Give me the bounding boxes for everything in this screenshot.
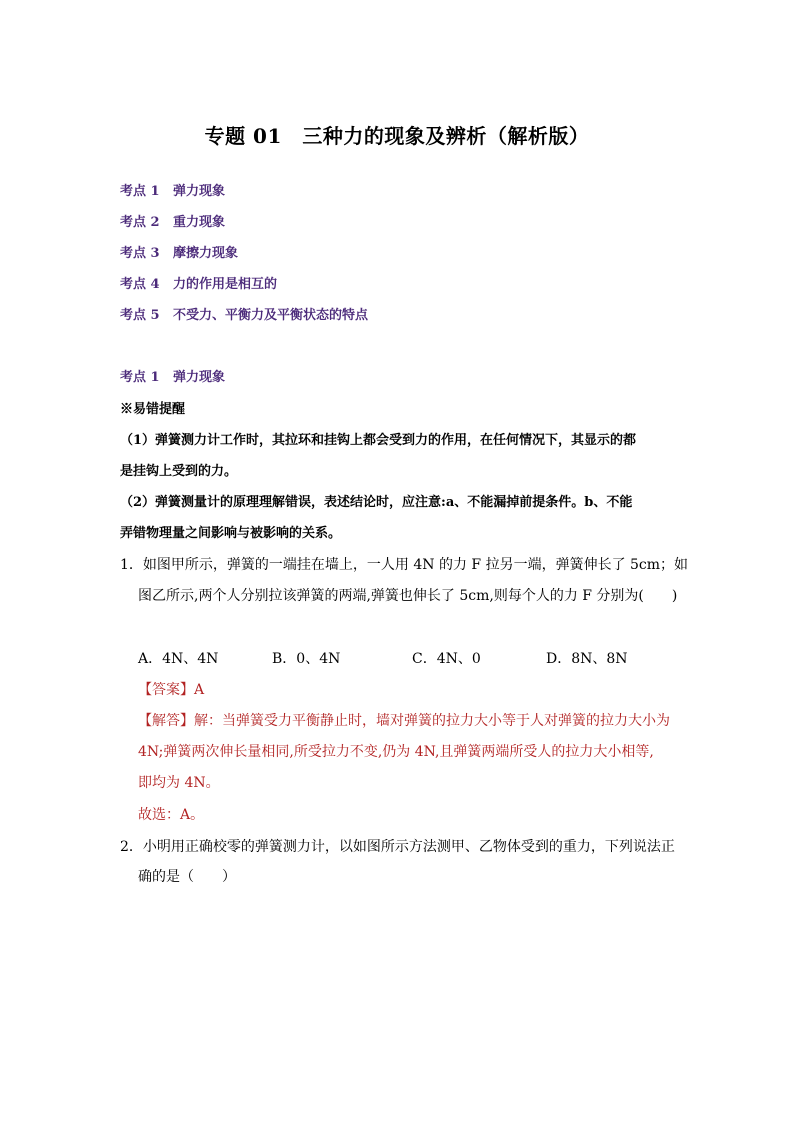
- question-1-line-2: 图乙所示,两个人分别拉该弹簧的两端,弹簧也伸长了 5cm,则每个人的力 F 分别为( ): [138, 588, 678, 604]
- section-heading: [120, 366, 225, 385]
- toc-label: 力的作用是相互的: [173, 277, 278, 292]
- option-b: B．0、4N: [272, 651, 341, 667]
- toc-label: 弹力现象: [173, 184, 226, 199]
- toc-num: 考点 3: [120, 246, 160, 261]
- tip-line: 是挂钩上受到的力。: [120, 464, 238, 479]
- option-d: D．8N、8N: [546, 651, 628, 667]
- toc-label: 重力现象: [173, 215, 226, 230]
- tip-line: 弄错物理量之间影响与被影响的关系。: [120, 526, 342, 541]
- toc-item-3: [120, 242, 238, 261]
- toc-item-5: [120, 304, 368, 323]
- answer-tag: 【答案】: [138, 682, 194, 698]
- toc-num: 考点 5: [120, 308, 160, 323]
- question-1-line-1: 1．如图甲所示，弹簧的一端挂在墙上，一人用 4N 的力 F 拉另一端，弹簧伸长了 5cm；如: [120, 557, 689, 573]
- question-2-line-1: 2．小明用正确校零的弹簧测力计，以如图所示方法测甲、乙物体受到的重力，下列说法正: [120, 839, 675, 855]
- toc-num: 考点 2: [120, 215, 160, 230]
- analysis-line-1: [138, 710, 670, 730]
- toc-label: 不受力、平衡力及平衡状态的特点: [173, 308, 369, 323]
- analysis-line-2: 4N;弹簧两次伸长量相同,所受拉力不变,仍为 4N,且弹簧两端所受人的拉力大小相等,: [138, 744, 654, 760]
- toc-num: 考点 4: [120, 277, 160, 292]
- page-title: 专题 01 三种力的现象及辨析（解析版）: [204, 124, 590, 148]
- tip-line: （2）弹簧测量计的原理理解错误，表述结论时，应注意:a、不能漏掉前提条件。b、不能: [120, 495, 633, 510]
- analysis-line-3: 即均为 4N。: [138, 775, 220, 791]
- toc-num: 考点 1: [120, 184, 160, 199]
- toc-item-2: [120, 211, 225, 230]
- toc-label: 摩擦力现象: [173, 246, 239, 261]
- option-c: C．4N、0: [412, 651, 481, 667]
- question-2-line-2: 确的是（ ）: [138, 869, 236, 885]
- option-a: A．4N、4N: [138, 651, 219, 667]
- analysis-tag: 【解答】: [138, 713, 194, 729]
- answer-value: A: [194, 682, 205, 698]
- section-label: 弹力现象: [173, 370, 226, 385]
- section-num: 考点 1: [120, 370, 160, 385]
- answer-line: [138, 679, 204, 699]
- choice-line: 故选：A。: [138, 807, 205, 823]
- toc-item-1: [120, 180, 225, 199]
- analysis-text: 解：当弹簧受力平衡静止时，墙对弹簧的拉力大小等于人对弹簧的拉力大小为: [194, 713, 670, 729]
- tips-heading: ※易错提醒: [120, 402, 186, 417]
- tip-line: （1）弹簧测力计工作时，其拉环和挂钩上都会受到力的作用，在任何情况下，其显示的都: [120, 433, 637, 448]
- toc-item-4: [120, 273, 277, 292]
